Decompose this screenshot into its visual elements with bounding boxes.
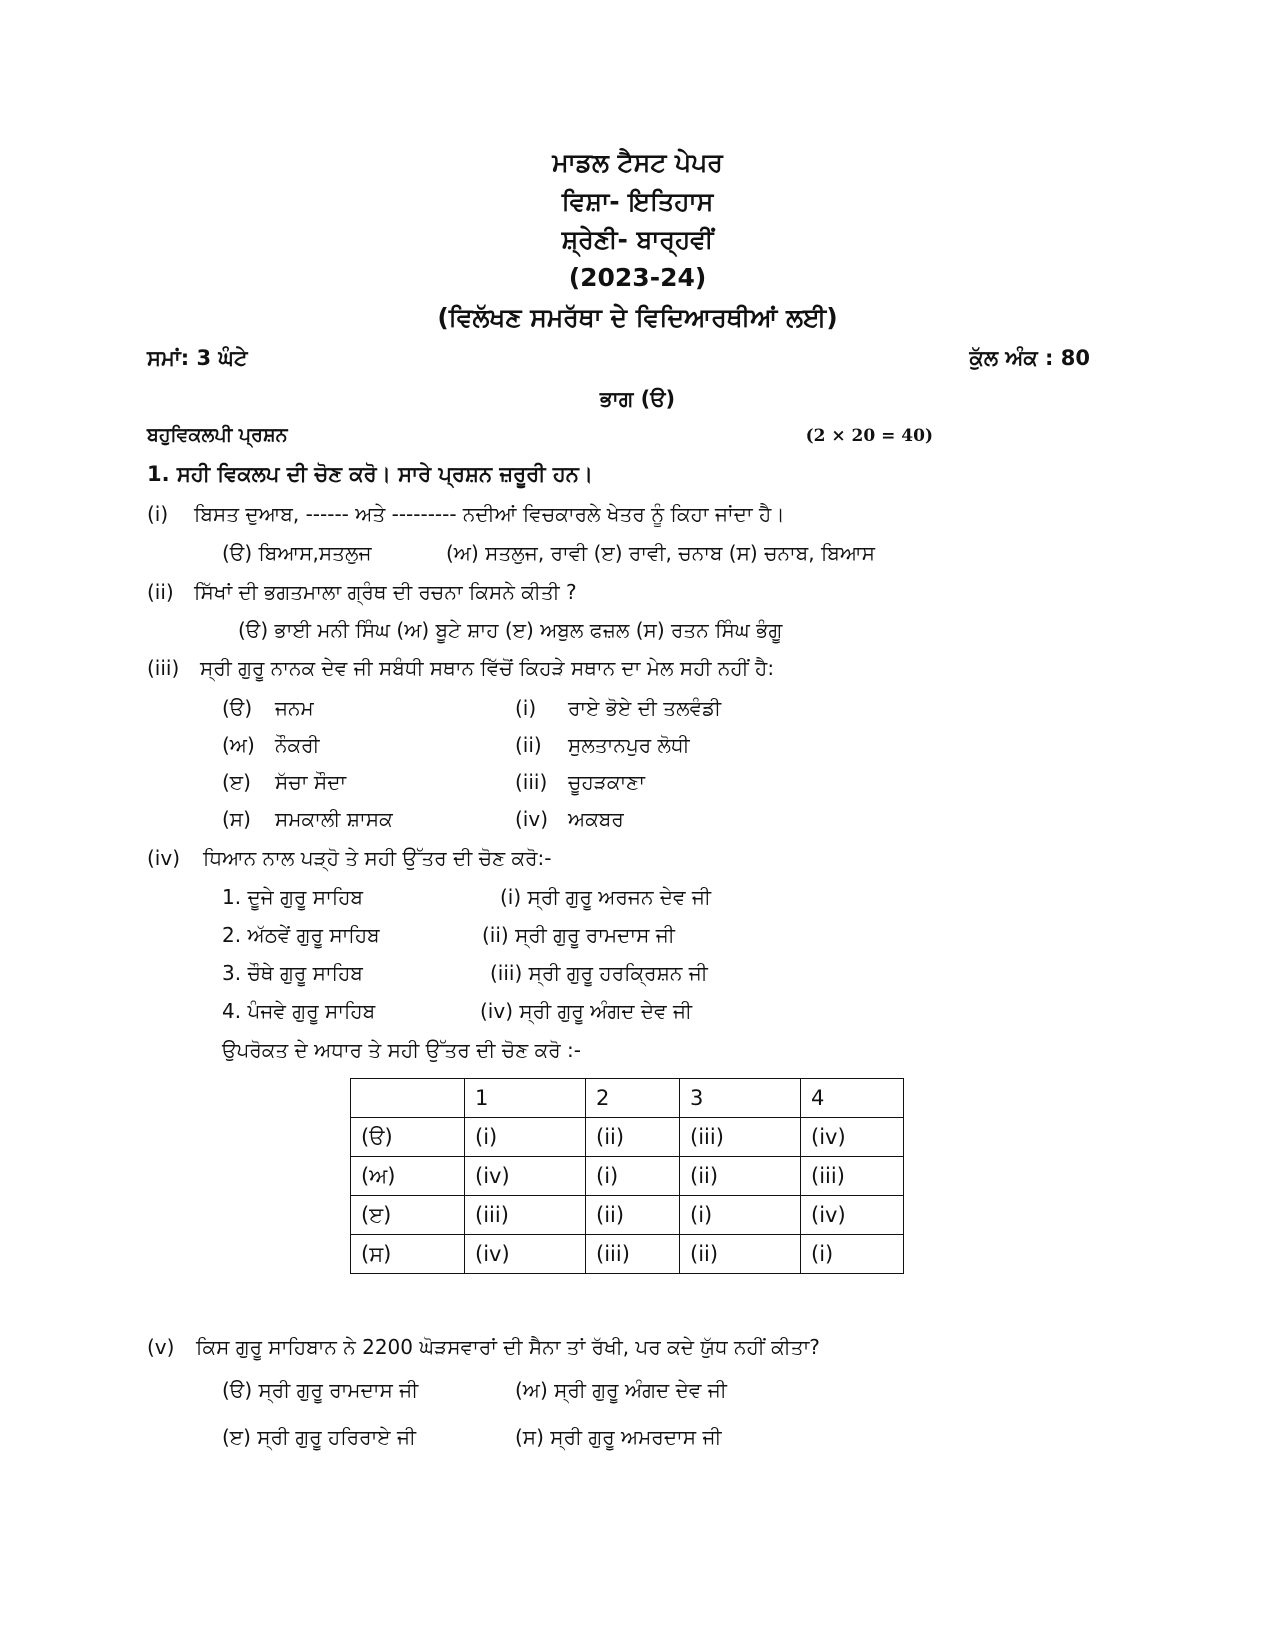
pair-left-text: ਜਨਮ <box>275 696 314 720</box>
question-1-number: (i) <box>147 502 169 526</box>
table-cell: (iv) <box>801 1118 904 1157</box>
pair-left-key: (ਅ) <box>222 733 255 757</box>
table-cell: (iii) <box>586 1235 680 1274</box>
question-5-text: ਕਿਸ ਗੁਰੂ ਸਾਹਿਬਾਨ ਨੇ 2200 ਘੋੜਸਵਾਰਾਂ ਦੀ ਸੈਨਾ ਤਾਂ ਰੱਖੀ, ਪਰ ਕਦੇ ਯੁੱਧ ਨਹੀਂ ਕੀਤਾ? <box>196 1335 820 1359</box>
pair-right-key: (iii) <box>515 770 548 794</box>
table-cell <box>351 1079 465 1118</box>
table-cell: (iii) <box>801 1157 904 1196</box>
table-cell: (ਸ) <box>351 1235 465 1274</box>
table-cell: (ਅ) <box>351 1157 465 1196</box>
table-cell: (i) <box>801 1235 904 1274</box>
pair-right-text: ਰਾਏ ਭੋਏ ਦੀ ਤਲਵੰਡੀ <box>568 696 722 720</box>
question-2-options: (ੳ) ਭਾਈ ਮਨੀ ਸਿੰਘ (ਅ) ਬੂਟੇ ਸ਼ਾਹ (ੲ) ਅਬੁਲ ਫਜ਼ਲ (ਸ) ਰਤਨ ਸਿੰਘ ਭੰਗੂ <box>238 618 783 642</box>
pair-left-text: ਨੌਕਰੀ <box>275 733 320 757</box>
table-cell: (ੲ) <box>351 1196 465 1235</box>
year-line: (2023-24) <box>568 263 707 292</box>
table-cell: (iv) <box>801 1196 904 1235</box>
pair-left-key: (ੲ) <box>222 770 251 794</box>
pair-right-key: (iv) <box>515 807 548 831</box>
table-cell: (iv) <box>465 1157 586 1196</box>
table-cell: (ii) <box>586 1196 680 1235</box>
match-item-right: (i) ਸ੍ਰੀ ਗੁਰੂ ਅਰਜਨ ਦੇਵ ਜੀ <box>500 885 712 909</box>
table-cell: 1 <box>465 1079 586 1118</box>
audience-note: (ਵਿਲੱਖਣ ਸਮਰੱਥਾ ਦੇ ਵਿਦਿਆਰਥੀਆਂ ਲਈ) <box>437 303 838 332</box>
pair-left-text: ਸੱਚਾ ਸੌਦਾ <box>275 770 347 794</box>
answer-matrix-table <box>350 1078 904 1274</box>
question-5-option-a: (ੳ) ਸ੍ਰੀ ਗੁਰੂ ਰਾਮਦਾਸ ਜੀ <box>222 1378 419 1402</box>
table-cell: (i) <box>465 1118 586 1157</box>
pair-right-text: ਚੂਹੜਕਾਣਾ <box>568 770 645 794</box>
question-4-number: (iv) <box>147 846 180 870</box>
question-4-text: ਧਿਆਨ ਨਾਲ ਪੜ੍ਹੋ ਤੇ ਸਹੀ ਉੱਤਰ ਦੀ ਚੋਣ ਕਰੋ:- <box>203 846 552 870</box>
question-5-number: (v) <box>147 1335 175 1359</box>
table-row <box>351 1235 904 1274</box>
table-cell: (iv) <box>465 1235 586 1274</box>
match-item-right: (iv) ਸ੍ਰੀ ਗੁਰੂ ਅੰਗਦ ਦੇਵ ਜੀ <box>480 999 693 1023</box>
pair-right-key: (i) <box>515 696 537 720</box>
pair-right-text: ਸੁਲਤਾਨਪੁਰ ਲੋਧੀ <box>568 733 690 757</box>
section-marks: (2 × 20 = 40) <box>805 426 933 446</box>
table-cell: (ii) <box>586 1118 680 1157</box>
section-title: ਭਾਗ (ੳ) <box>599 387 676 411</box>
match-item-left: 1. ਦੂਜੇ ਗੁਰੂ ਸਾਹਿਬ <box>222 885 364 909</box>
table-header-row <box>351 1079 904 1118</box>
table-cell: 3 <box>680 1079 801 1118</box>
pair-right-text: ਅਕਬਰ <box>568 807 624 831</box>
table-cell: 4 <box>801 1079 904 1118</box>
table-cell: (iii) <box>680 1118 801 1157</box>
match-item-left: 4. ਪੰਜਵੇ ਗੁਰੂ ਸਾਹਿਬ <box>222 999 376 1023</box>
pair-right-key: (ii) <box>515 733 542 757</box>
subject-line: ਵਿਸ਼ਾ- ਇਤਿਹਾਸ <box>561 187 714 216</box>
question-5-option-d: (ਸ) ਸ੍ਰੀ ਗੁਰੂ ਅਮਰਦਾਸ ਜੀ <box>515 1425 722 1449</box>
match-item-right: (iii) ਸ੍ਰੀ ਗੁਰੂ ਹਰਕ੍ਰਿਸ਼ਨ ਜੀ <box>490 961 708 985</box>
table-cell: (i) <box>680 1196 801 1235</box>
total-marks: ਕੁੱਲ ਅੰਕ : 80 <box>969 346 1090 370</box>
table-cell: 2 <box>586 1079 680 1118</box>
table-cell: (ii) <box>680 1235 801 1274</box>
pair-left-text: ਸਮਕਾਲੀ ਸ਼ਾਸਕ <box>275 807 393 831</box>
match-item-left: 3. ਚੌਥੇ ਗੁਰੂ ਸਾਹਿਬ <box>222 961 363 985</box>
question-5-option-c: (ੲ) ਸ੍ਰੀ ਗੁਰੂ ਹਰਿਰਾਏ ਜੀ <box>222 1425 417 1449</box>
question-1-options-bcd: (ਅ) ਸਤਲੁਜ, ਰਾਵੀ (ੲ) ਰਾਵੀ, ਚਨਾਬ (ਸ) ਚਨਾਬ, ਬਿਆਸ <box>446 541 875 565</box>
question-3-text: ਸ੍ਰੀ ਗੁਰੂ ਨਾਨਕ ਦੇਵ ਜੀ ਸਬੰਧੀ ਸਥਾਨ ਵਿੱਚੋਂ ਕਿਹੜੇ ਸਥਾਨ ਦਾ ਮੇਲ ਸਹੀ ਨਹੀਂ ਹੈ: <box>200 656 775 680</box>
table-row <box>351 1118 904 1157</box>
question-1-option-a: (ੳ) ਬਿਆਸ,ਸਤਲੁਜ <box>222 541 372 565</box>
question-2-number: (ii) <box>147 580 174 604</box>
question-5-option-b: (ਅ) ਸ੍ਰੀ ਗੁਰੂ ਅੰਗਦ ਦੇਵ ਜੀ <box>515 1378 727 1402</box>
table-row <box>351 1157 904 1196</box>
pair-left-key: (ਸ) <box>222 807 251 831</box>
question-type: ਬਹੁਵਿਕਲਪੀ ਪ੍ਰਸ਼ਨ <box>147 424 288 446</box>
pair-left-key: (ੳ) <box>222 696 253 720</box>
class-line: ਸ਼੍ਰੇਣੀ- ਬਾਰ੍ਹਵੀਂ <box>561 225 714 254</box>
match-item-right: (ii) ਸ੍ਰੀ ਗੁਰੂ ਰਾਮਦਾਸ ਜੀ <box>482 923 675 947</box>
table-row <box>351 1196 904 1235</box>
time-allowed: ਸਮਾਂ: 3 ਘੰਟੇ <box>147 346 248 370</box>
question-2-text: ਸਿੱਖਾਂ ਦੀ ਭਗਤਮਾਲਾ ਗ੍ਰੰਥ ਦੀ ਰਚਨਾ ਕਿਸਨੇ ਕੀਤੀ ? <box>194 580 577 604</box>
question-3-number: (iii) <box>147 656 180 680</box>
table-cell: (iii) <box>465 1196 586 1235</box>
table-cell: (ੳ) <box>351 1118 465 1157</box>
match-item-left: 2. ਅੱਠਵੇਂ ਗੁਰੂ ਸਾਹਿਬ <box>222 923 380 947</box>
instructions: 1. ਸਹੀ ਵਿਕਲਪ ਦੀ ਚੋਣ ਕਰੋ। ਸਾਰੇ ਪ੍ਰਸ਼ਨ ਜ਼ਰੂਰੀ ਹਨ। <box>147 462 594 486</box>
table-cell: (i) <box>586 1157 680 1196</box>
table-cell: (ii) <box>680 1157 801 1196</box>
paper-title: ਮਾਡਲ ਟੈਸਟ ਪੇਪਰ <box>552 148 723 177</box>
question-4-basis: ਉਪਰੋਕਤ ਦੇ ਅਧਾਰ ਤੇ ਸਹੀ ਉੱਤਰ ਦੀ ਚੋਣ ਕਰੋ :- <box>222 1038 581 1062</box>
question-1-text: ਬਿਸਤ ਦੁਆਬ, ------ ਅਤੇ --------- ਨਦੀਆਂ ਵਿਚਕਾਰਲੇ ਖੇਤਰ ਨੂੰ ਕਿਹਾ ਜਾਂਦਾ ਹੈ। <box>194 502 785 526</box>
